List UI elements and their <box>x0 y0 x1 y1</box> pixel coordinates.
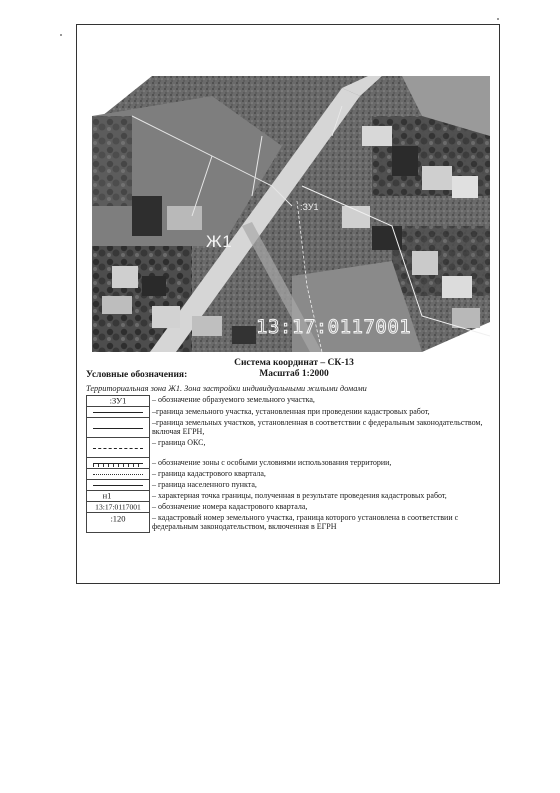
legend-row <box>86 418 486 438</box>
legend-description: –граница земельного участка, установленная при проведении кадастровых работ, <box>152 407 430 416</box>
legend-description: – обозначение зоны с особыми условиями использования территории, <box>152 458 392 467</box>
legend-symbol <box>86 438 150 458</box>
line-symbol <box>93 474 143 475</box>
map-cadastral-block-label: 13:17:0117001 <box>256 316 412 338</box>
legend-description: – обозначение образуемого земельного участка, <box>152 395 315 404</box>
legend-row <box>86 469 486 480</box>
legend-row <box>86 395 486 407</box>
symbol-text: н1 <box>102 490 112 501</box>
line-symbol <box>93 412 143 413</box>
legend-row <box>86 480 486 491</box>
legend-description: – обозначение номера кадастрового квартала, <box>152 502 308 511</box>
legend-row <box>86 438 486 458</box>
legend-row <box>86 407 486 418</box>
aerial-map-image <box>92 76 490 352</box>
map-zone-label: Ж1 <box>206 232 233 251</box>
legend-description: –граница земельных участков, установленная в соответствии с федеральным законодательством, включая ЕГРН, <box>152 418 483 436</box>
scale-title: Масштаб 1:2000 <box>259 369 329 379</box>
legend-symbol <box>86 513 150 533</box>
scan-speck <box>60 34 62 36</box>
legend-row <box>86 491 486 502</box>
legend-symbol <box>86 491 150 502</box>
scan-speck <box>497 18 499 20</box>
legend-description: – граница населенного пункта, <box>152 480 257 489</box>
line-symbol <box>93 463 143 467</box>
legend-description: – граница ОКС, <box>152 438 206 447</box>
line-symbol <box>93 448 143 449</box>
legend-symbol <box>86 480 150 491</box>
legend-symbol <box>86 395 150 407</box>
legend-description: – кадастровый номер земельного участка, граница которого установлена в соответствии с федеральным законодательством, включенная в ЕГРН <box>152 513 459 531</box>
symbol-text: 13:17:0117001 <box>95 502 141 512</box>
line-symbol <box>93 428 143 429</box>
legend-symbol <box>86 469 150 480</box>
legend-row <box>86 513 486 533</box>
symbol-text: :ЗУ1 <box>109 395 127 406</box>
legend-description: – граница кадастрового квартала, <box>152 469 266 478</box>
legend-heading: Условные обозначения: <box>86 370 188 380</box>
legend-row <box>86 502 486 513</box>
legend-description: – характерная точка границы, полученная в результате проведения кадастровых работ, <box>152 491 447 500</box>
legend-symbol <box>86 418 150 438</box>
legend-symbol <box>86 458 150 469</box>
aerial-photo-texture <box>92 76 490 352</box>
symbol-text: :120 <box>110 513 126 524</box>
legend-symbol <box>86 502 150 513</box>
map-parcel-label: :ЗУ1 <box>300 202 319 212</box>
legend-row <box>86 458 486 469</box>
legend-symbol <box>86 407 150 418</box>
zone-caption: Территориальная зона Ж1. Зона застройки индивидуальными жилыми домами <box>86 384 367 393</box>
line-symbol <box>93 485 143 486</box>
legend-table <box>86 395 486 533</box>
coordinate-system-title: Система координат – СК-13 <box>234 358 354 368</box>
